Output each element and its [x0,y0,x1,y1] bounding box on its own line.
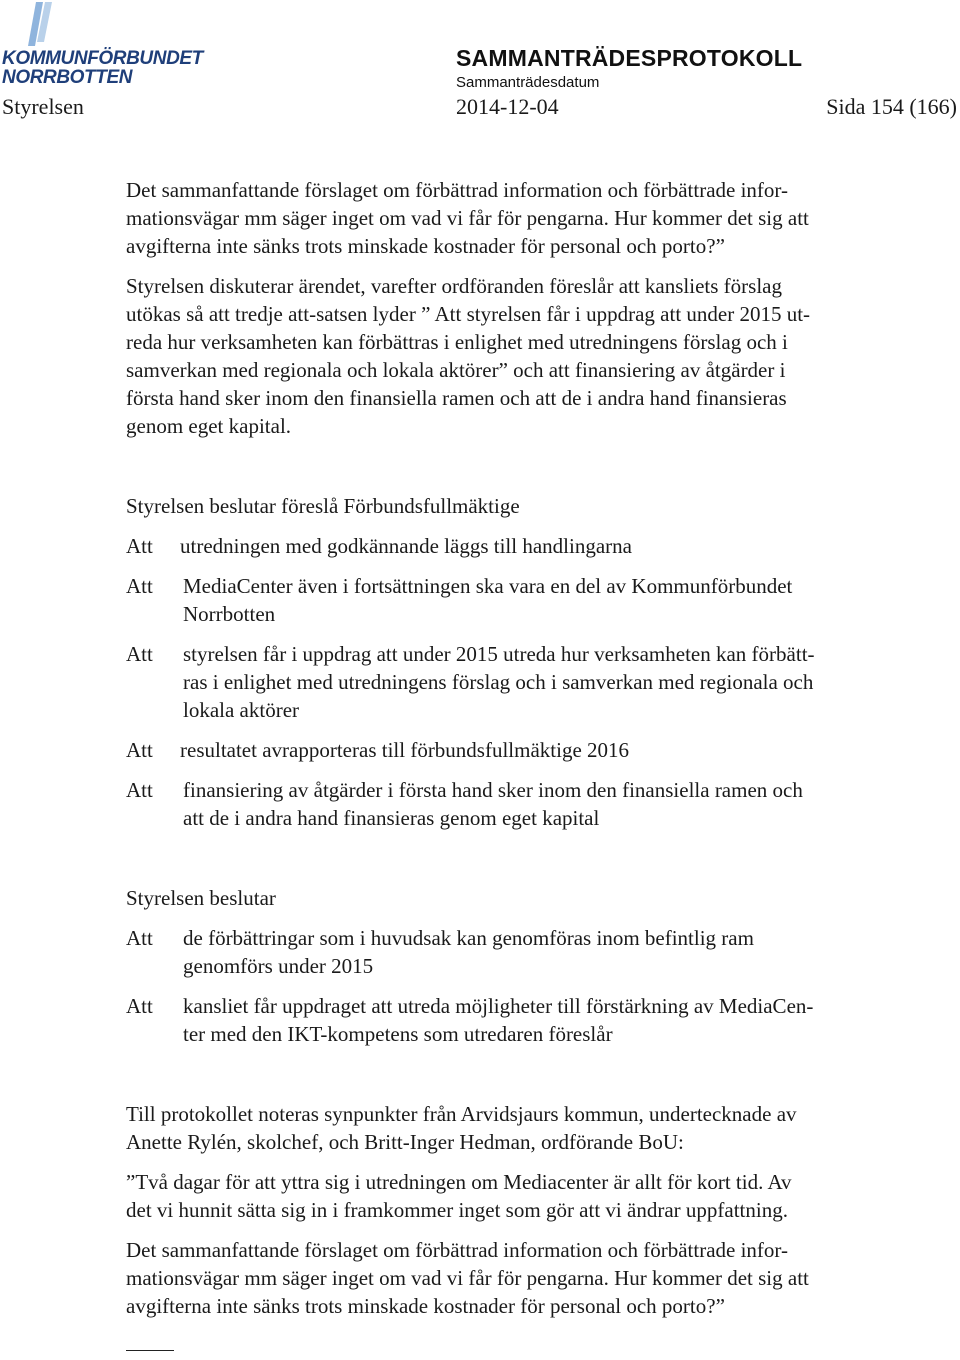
meeting-date-label: Sammanträdesdatum [456,74,600,91]
att-label: Att [126,534,153,558]
logo-text-line1: KOMMUNFÖRBUNDET [2,48,203,69]
logo-stripes-icon [28,2,52,46]
intro-paragraph [126,176,926,260]
att-text: kansliet får uppdraget att utreda möjligheter till förstärkning av MediaCen- ter med den IKT-kompetens som utredaren föreslår [183,994,814,1046]
organization-logo [0,0,210,90]
att-text: resultatet avrapporteras till förbundsfullmäktige 2016 [180,738,630,762]
meeting-date: 2014-12-04 [456,94,559,119]
footnote-divider [126,1350,174,1351]
quote-paragraph [126,1236,926,1320]
body-name: Styrelsen [2,94,84,119]
att-label: Att [126,926,153,950]
att-text: finansiering av åtgärder i första hand sker inom den finansiella ramen och att de i andra hand finansieras genom eget kapital [183,778,803,830]
text-line: första hand sker inom den finansiella ramen och att de i andra hand finansieras [126,386,787,410]
att-label: Att [126,778,153,802]
text-line: mationsvägar mm säger inget om vad vi får för pengarna. Hur kommer det sig att [126,1266,809,1290]
text-line: mationsvägar mm säger inget om vad vi får för pengarna. Hur kommer det sig att [126,206,809,230]
att-text: utredningen med godkännande läggs till handlingarna [180,534,632,558]
text-line: avgifterna inte sänks trots minskade kostnader för personal och porto?” [126,1294,725,1318]
text-line: reda hur verksamheten kan förbättras i enlighet med utredningens förslag och i [126,330,788,354]
text-line: avgifterna inte sänks trots minskade kostnader för personal och porto?” [126,234,725,258]
text-line: det vi hunnit sätta sig in i framkommer inget som gör att vi ändrar uppfattning. [126,1198,788,1222]
text-line: genom eget kapital. [126,414,292,438]
decision1-heading: Styrelsen beslutar föreslå Förbundsfullmäktige [126,494,520,518]
document-title: SAMMANTRÄDESPROTOKOLL [456,45,803,71]
text-line: Det sammanfattande förslaget om förbättrad information och förbättrade infor- [126,1238,788,1262]
discussion-paragraph [126,272,926,440]
page-number: Sida 154 (166) [826,94,957,119]
text-line: utökas så att tredje att-satsen lyder ” Att styrelsen får i uppdrag att under 2015 ut- [126,302,811,326]
att-text: de förbättringar som i huvudsak kan genomföras inom befintlig ram genomförs under 2015 [183,926,754,978]
text-line: Det sammanfattande förslaget om förbättrad information och förbättrade infor- [126,178,788,202]
att-text: styrelsen får i uppdrag att under 2015 utreda hur verksamheten kan förbätt- ras i enlighet med utredningens förslag och i samverkan med regionala och lokala aktörer [183,642,815,722]
text-line: ”Två dagar för att yttra sig i utredningen om Mediacenter är allt för kort tid. Av [126,1170,792,1194]
att-label: Att [126,642,153,666]
att-label: Att [126,574,153,598]
text-line: Styrelsen diskuterar ärendet, varefter ordföranden föreslår att kansliets förslag [126,274,782,298]
att-text: MediaCenter även i fortsättningen ska vara en del av Kommunförbundet Norrbotten [183,574,793,626]
text-line: Anette Rylén, skolchef, och Britt-Inger Hedman, ordförande BoU: [126,1130,684,1154]
quote-paragraph [126,1168,926,1224]
logo-text-line2: NORRBOTTEN [2,67,133,88]
text-line: samverkan med regionala och lokala aktörer” och att finansiering av åtgärder i [126,358,786,382]
note-paragraph [126,1100,926,1156]
text-line: Till protokollet noteras synpunkter från Arvidsjaurs kommun, undertecknade av [126,1102,797,1126]
att-label: Att [126,994,153,1018]
att-label: Att [126,738,153,762]
decision2-heading: Styrelsen beslutar [126,886,276,910]
